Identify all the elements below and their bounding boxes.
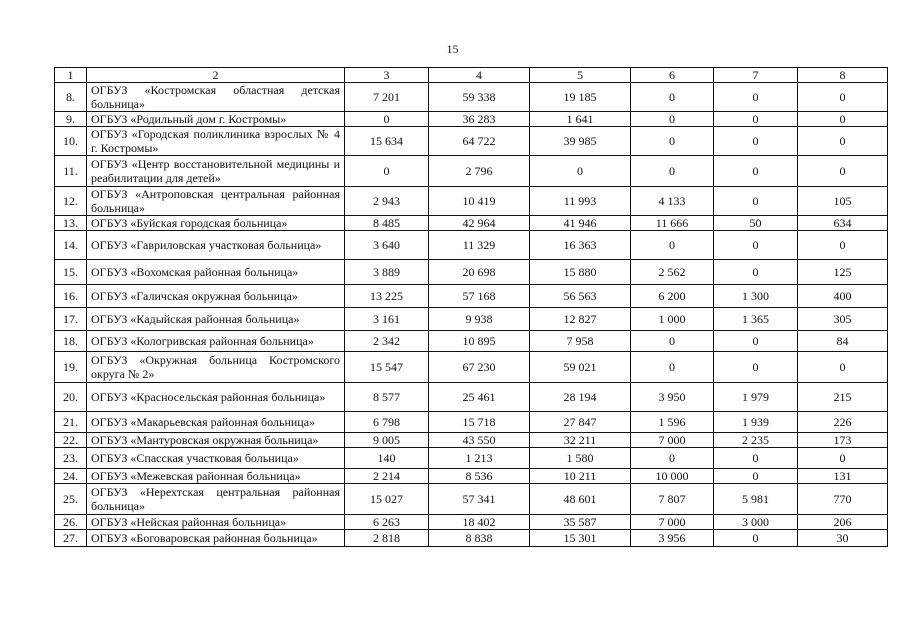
value-cell: 7 201 bbox=[345, 83, 429, 112]
value-cell: 9 005 bbox=[345, 433, 429, 448]
value-cell: 206 bbox=[798, 515, 888, 530]
value-cell: 15 718 bbox=[429, 412, 530, 433]
row-number-cell: 23. bbox=[55, 448, 87, 469]
value-cell: 7 958 bbox=[530, 331, 631, 352]
value-cell: 11 329 bbox=[429, 231, 530, 260]
value-cell: 56 563 bbox=[530, 285, 631, 308]
value-cell: 3 000 bbox=[714, 515, 798, 530]
value-cell: 0 bbox=[714, 530, 798, 547]
value-cell: 30 bbox=[798, 530, 888, 547]
row-number-cell: 18. bbox=[55, 331, 87, 352]
value-cell: 173 bbox=[798, 433, 888, 448]
value-cell: 8 838 bbox=[429, 530, 530, 547]
institution-name-cell: ОГБУЗ «Нерехтская центральная районная больница» bbox=[87, 484, 345, 515]
value-cell: 0 bbox=[345, 156, 429, 187]
value-cell: 1 300 bbox=[714, 285, 798, 308]
value-cell: 400 bbox=[798, 285, 888, 308]
value-cell: 226 bbox=[798, 412, 888, 433]
value-cell: 0 bbox=[631, 83, 714, 112]
value-cell: 11 993 bbox=[530, 187, 631, 216]
header-cell: 3 bbox=[345, 68, 429, 83]
value-cell: 0 bbox=[714, 127, 798, 156]
table-row bbox=[55, 383, 888, 412]
value-cell: 0 bbox=[798, 83, 888, 112]
value-cell: 67 230 bbox=[429, 352, 530, 383]
value-cell: 4 133 bbox=[631, 187, 714, 216]
value-cell: 0 bbox=[631, 352, 714, 383]
table-row bbox=[55, 331, 888, 352]
value-cell: 0 bbox=[798, 231, 888, 260]
table-row bbox=[55, 216, 888, 231]
value-cell: 1 000 bbox=[631, 308, 714, 331]
value-cell: 1 939 bbox=[714, 412, 798, 433]
value-cell: 8 577 bbox=[345, 383, 429, 412]
row-number-cell: 13. bbox=[55, 216, 87, 231]
value-cell: 0 bbox=[714, 83, 798, 112]
header-cell: 2 bbox=[87, 68, 345, 83]
row-number-cell: 25. bbox=[55, 484, 87, 515]
institution-name-cell: ОГБУЗ «Мантуровская окружная больница» bbox=[87, 433, 345, 448]
row-number-cell: 22. bbox=[55, 433, 87, 448]
institution-name-cell: ОГБУЗ «Родильный дом г. Костромы» bbox=[87, 112, 345, 127]
value-cell: 1 641 bbox=[530, 112, 631, 127]
value-cell: 6 263 bbox=[345, 515, 429, 530]
value-cell: 0 bbox=[714, 156, 798, 187]
value-cell: 0 bbox=[631, 127, 714, 156]
value-cell: 0 bbox=[798, 448, 888, 469]
value-cell: 3 640 bbox=[345, 231, 429, 260]
value-cell: 0 bbox=[631, 112, 714, 127]
value-cell: 13 225 bbox=[345, 285, 429, 308]
value-cell: 19 185 bbox=[530, 83, 631, 112]
value-cell: 57 168 bbox=[429, 285, 530, 308]
value-cell: 6 200 bbox=[631, 285, 714, 308]
value-cell: 2 235 bbox=[714, 433, 798, 448]
table-row bbox=[55, 187, 888, 216]
institution-name-cell: ОГБУЗ «Красносельская районная больница» bbox=[87, 383, 345, 412]
value-cell: 36 283 bbox=[429, 112, 530, 127]
header-cell: 5 bbox=[530, 68, 631, 83]
value-cell: 59 021 bbox=[530, 352, 631, 383]
value-cell: 0 bbox=[631, 156, 714, 187]
value-cell: 2 796 bbox=[429, 156, 530, 187]
value-cell: 39 985 bbox=[530, 127, 631, 156]
value-cell: 50 bbox=[714, 216, 798, 231]
page-number: 15 bbox=[446, 42, 459, 56]
table-row bbox=[55, 448, 888, 469]
institution-name-cell: ОГБУЗ «Спасская участковая больница» bbox=[87, 448, 345, 469]
institution-name-cell: ОГБУЗ «Буйская городская больница» bbox=[87, 216, 345, 231]
value-cell: 41 946 bbox=[530, 216, 631, 231]
value-cell: 8 485 bbox=[345, 216, 429, 231]
value-cell: 0 bbox=[714, 260, 798, 285]
value-cell: 10 000 bbox=[631, 469, 714, 484]
value-cell: 0 bbox=[530, 156, 631, 187]
table-row bbox=[55, 231, 888, 260]
value-cell: 9 938 bbox=[429, 308, 530, 331]
value-cell: 0 bbox=[714, 331, 798, 352]
value-cell: 10 895 bbox=[429, 331, 530, 352]
value-cell: 42 964 bbox=[429, 216, 530, 231]
row-number-cell: 11. bbox=[55, 156, 87, 187]
value-cell: 1 596 bbox=[631, 412, 714, 433]
value-cell: 7 000 bbox=[631, 515, 714, 530]
value-cell: 2 562 bbox=[631, 260, 714, 285]
value-cell: 2 214 bbox=[345, 469, 429, 484]
row-number-cell: 20. bbox=[55, 383, 87, 412]
row-number-cell: 15. bbox=[55, 260, 87, 285]
value-cell: 64 722 bbox=[429, 127, 530, 156]
value-cell: 0 bbox=[714, 352, 798, 383]
row-number-cell: 9. bbox=[55, 112, 87, 127]
value-cell: 131 bbox=[798, 469, 888, 484]
value-cell: 28 194 bbox=[530, 383, 631, 412]
value-cell: 84 bbox=[798, 331, 888, 352]
table-row bbox=[55, 127, 888, 156]
institution-name-cell: ОГБУЗ «Нейская районная больница» bbox=[87, 515, 345, 530]
value-cell: 35 587 bbox=[530, 515, 631, 530]
value-cell: 3 161 bbox=[345, 308, 429, 331]
row-number-cell: 8. bbox=[55, 83, 87, 112]
value-cell: 27 847 bbox=[530, 412, 631, 433]
institution-name-cell: ОГБУЗ «Кадыйская районная больница» bbox=[87, 308, 345, 331]
row-number-cell: 16. bbox=[55, 285, 87, 308]
value-cell: 7 807 bbox=[631, 484, 714, 515]
value-cell: 770 bbox=[798, 484, 888, 515]
value-cell: 3 950 bbox=[631, 383, 714, 412]
value-cell: 0 bbox=[631, 331, 714, 352]
header-cell: 6 bbox=[631, 68, 714, 83]
value-cell: 2 943 bbox=[345, 187, 429, 216]
table-row bbox=[55, 530, 888, 547]
value-cell: 12 827 bbox=[530, 308, 631, 331]
institution-name-cell: ОГБУЗ «Центр восстановительной медицины и реабилитации для детей» bbox=[87, 156, 345, 187]
table-row bbox=[55, 484, 888, 515]
institution-name-cell: ОГБУЗ «Окружная больница Костромского округа № 2» bbox=[87, 352, 345, 383]
institution-name-cell: ОГБУЗ «Гавриловская участковая больница» bbox=[87, 231, 345, 260]
table-row bbox=[55, 515, 888, 530]
value-cell: 59 338 bbox=[429, 83, 530, 112]
value-cell: 8 536 bbox=[429, 469, 530, 484]
value-cell: 0 bbox=[798, 112, 888, 127]
institution-name-cell: ОГБУЗ «Городская поликлиника взрослых № 4 г. Костромы» bbox=[87, 127, 345, 156]
value-cell: 0 bbox=[714, 469, 798, 484]
value-cell: 2 818 bbox=[345, 530, 429, 547]
institution-name-cell: ОГБУЗ «Галичская окружная больница» bbox=[87, 285, 345, 308]
value-cell: 2 342 bbox=[345, 331, 429, 352]
institution-name-cell: ОГБУЗ «Вохомская районная больница» bbox=[87, 260, 345, 285]
value-cell: 125 bbox=[798, 260, 888, 285]
value-cell: 0 bbox=[345, 112, 429, 127]
value-cell: 0 bbox=[631, 448, 714, 469]
header-cell: 8 bbox=[798, 68, 888, 83]
institution-name-cell: ОГБУЗ «Боговаровская районная больница» bbox=[87, 530, 345, 547]
row-number-cell: 24. bbox=[55, 469, 87, 484]
table-row bbox=[55, 412, 888, 433]
value-cell: 0 bbox=[714, 448, 798, 469]
row-number-cell: 14. bbox=[55, 231, 87, 260]
value-cell: 15 634 bbox=[345, 127, 429, 156]
table-row bbox=[55, 285, 888, 308]
value-cell: 10 211 bbox=[530, 469, 631, 484]
table-row bbox=[55, 433, 888, 448]
institution-name-cell: ОГБУЗ «Межевская районная больница» bbox=[87, 469, 345, 484]
value-cell: 57 341 bbox=[429, 484, 530, 515]
row-number-cell: 10. bbox=[55, 127, 87, 156]
institution-name-cell: ОГБУЗ «Костромская областная детская больница» bbox=[87, 83, 345, 112]
value-cell: 1 580 bbox=[530, 448, 631, 469]
header-cell: 7 bbox=[714, 68, 798, 83]
value-cell: 140 bbox=[345, 448, 429, 469]
value-cell: 15 301 bbox=[530, 530, 631, 547]
value-cell: 0 bbox=[798, 127, 888, 156]
value-cell: 0 bbox=[631, 231, 714, 260]
row-number-cell: 17. bbox=[55, 308, 87, 331]
header-row bbox=[55, 68, 888, 83]
value-cell: 3 956 bbox=[631, 530, 714, 547]
data-table bbox=[54, 67, 888, 547]
value-cell: 1 213 bbox=[429, 448, 530, 469]
value-cell: 10 419 bbox=[429, 187, 530, 216]
row-number-cell: 12. bbox=[55, 187, 87, 216]
value-cell: 0 bbox=[714, 187, 798, 216]
value-cell: 32 211 bbox=[530, 433, 631, 448]
table-row bbox=[55, 308, 888, 331]
row-number-cell: 27. bbox=[55, 530, 87, 547]
value-cell: 105 bbox=[798, 187, 888, 216]
value-cell: 0 bbox=[798, 156, 888, 187]
value-cell: 1 979 bbox=[714, 383, 798, 412]
table-row bbox=[55, 156, 888, 187]
row-number-cell: 19. bbox=[55, 352, 87, 383]
value-cell: 0 bbox=[714, 112, 798, 127]
value-cell: 15 027 bbox=[345, 484, 429, 515]
table-row bbox=[55, 112, 888, 127]
institution-name-cell: ОГБУЗ «Кологривская районная больница» bbox=[87, 331, 345, 352]
header-cell: 4 bbox=[429, 68, 530, 83]
value-cell: 43 550 bbox=[429, 433, 530, 448]
row-number-cell: 21. bbox=[55, 412, 87, 433]
value-cell: 18 402 bbox=[429, 515, 530, 530]
value-cell: 48 601 bbox=[530, 484, 631, 515]
value-cell: 20 698 bbox=[429, 260, 530, 285]
value-cell: 15 547 bbox=[345, 352, 429, 383]
value-cell: 11 666 bbox=[631, 216, 714, 231]
value-cell: 3 889 bbox=[345, 260, 429, 285]
value-cell: 7 000 bbox=[631, 433, 714, 448]
value-cell: 0 bbox=[798, 352, 888, 383]
row-number-cell: 26. bbox=[55, 515, 87, 530]
value-cell: 0 bbox=[714, 231, 798, 260]
value-cell: 5 981 bbox=[714, 484, 798, 515]
value-cell: 25 461 bbox=[429, 383, 530, 412]
value-cell: 634 bbox=[798, 216, 888, 231]
institution-name-cell: ОГБУЗ «Антроповская центральная районная больница» bbox=[87, 187, 345, 216]
value-cell: 215 bbox=[798, 383, 888, 412]
value-cell: 1 365 bbox=[714, 308, 798, 331]
institution-name-cell: ОГБУЗ «Макарьевская районная больница» bbox=[87, 412, 345, 433]
value-cell: 16 363 bbox=[530, 231, 631, 260]
table-row bbox=[55, 352, 888, 383]
table-row bbox=[55, 83, 888, 112]
value-cell: 6 798 bbox=[345, 412, 429, 433]
table-row bbox=[55, 260, 888, 285]
value-cell: 305 bbox=[798, 308, 888, 331]
header-cell: 1 bbox=[55, 68, 87, 83]
value-cell: 15 880 bbox=[530, 260, 631, 285]
table-row bbox=[55, 469, 888, 484]
